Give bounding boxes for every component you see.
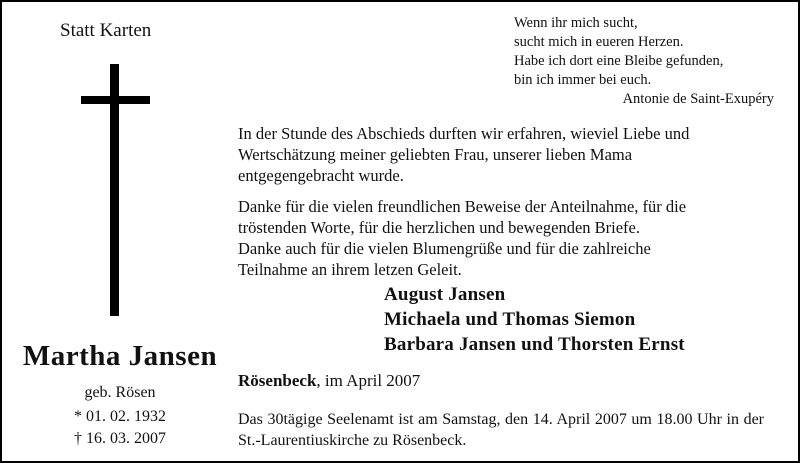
- poem-line: sucht mich in eueren Herzen.: [514, 34, 684, 50]
- paragraph-line: Danke für die vielen freundlichen Beweise der Anteilnahme, für die: [238, 197, 687, 216]
- paragraph-line: entgegengebracht wurde.: [238, 166, 404, 185]
- poem-line: bin ich immer bei euch.: [514, 72, 652, 88]
- signer-name: Michaela und Thomas Siemon: [384, 309, 636, 330]
- death-date: † 16. 03. 2007: [74, 430, 166, 447]
- birth-date: * 01. 02. 1932: [74, 408, 166, 425]
- poem-author: Antonie de Saint-Exupéry: [622, 91, 774, 107]
- place-date-line: [238, 370, 778, 392]
- paragraph-line: Wertschätzung meiner geliebten Frau, unserer lieben Mama: [238, 145, 633, 164]
- poem-line: Habe ich dort eine Bleibe gefunden,: [514, 53, 724, 69]
- paragraph-line: In der Stunde des Abschieds durften wir erfahren, wieviel Liebe und: [238, 124, 690, 143]
- paragraph-line: Danke auch für die vielen Blumengrüße und für die zahlreiche: [238, 239, 651, 258]
- thanks-paragraph-1: [238, 123, 778, 186]
- paragraph-line: tröstenden Worte, für die herzlichen und bewegenden Briefe.: [238, 218, 641, 237]
- signer-name: August Jansen: [384, 284, 506, 305]
- deceased-name: Martha Jansen: [22, 340, 218, 372]
- deceased-info: [20, 340, 220, 450]
- signers-list: [384, 282, 784, 357]
- signer-name: Barbara Jansen und Thorsten Ernst: [384, 334, 685, 355]
- statt-karten-label: Statt Karten: [60, 20, 152, 41]
- memorial-mass-notice: Das 30tägige Seelenamt ist am Samstag, den 14. April 2007 um 18.00 Uhr in der St.-Laurentiuskirche zu Rösenbeck.: [238, 411, 764, 449]
- poem-line: Wenn ihr mich sucht,: [514, 15, 638, 31]
- maiden-name: geb. Rösen: [84, 384, 156, 401]
- place-name: Rösenbeck: [238, 371, 317, 390]
- poem-quote: [514, 14, 784, 109]
- thanks-paragraph-2: [238, 196, 778, 280]
- paragraph-line: Teilnahme an ihrem letzen Geleit.: [238, 260, 462, 279]
- cross-horizontal-bar: [81, 96, 150, 104]
- date-text: , im April 2007: [316, 371, 421, 390]
